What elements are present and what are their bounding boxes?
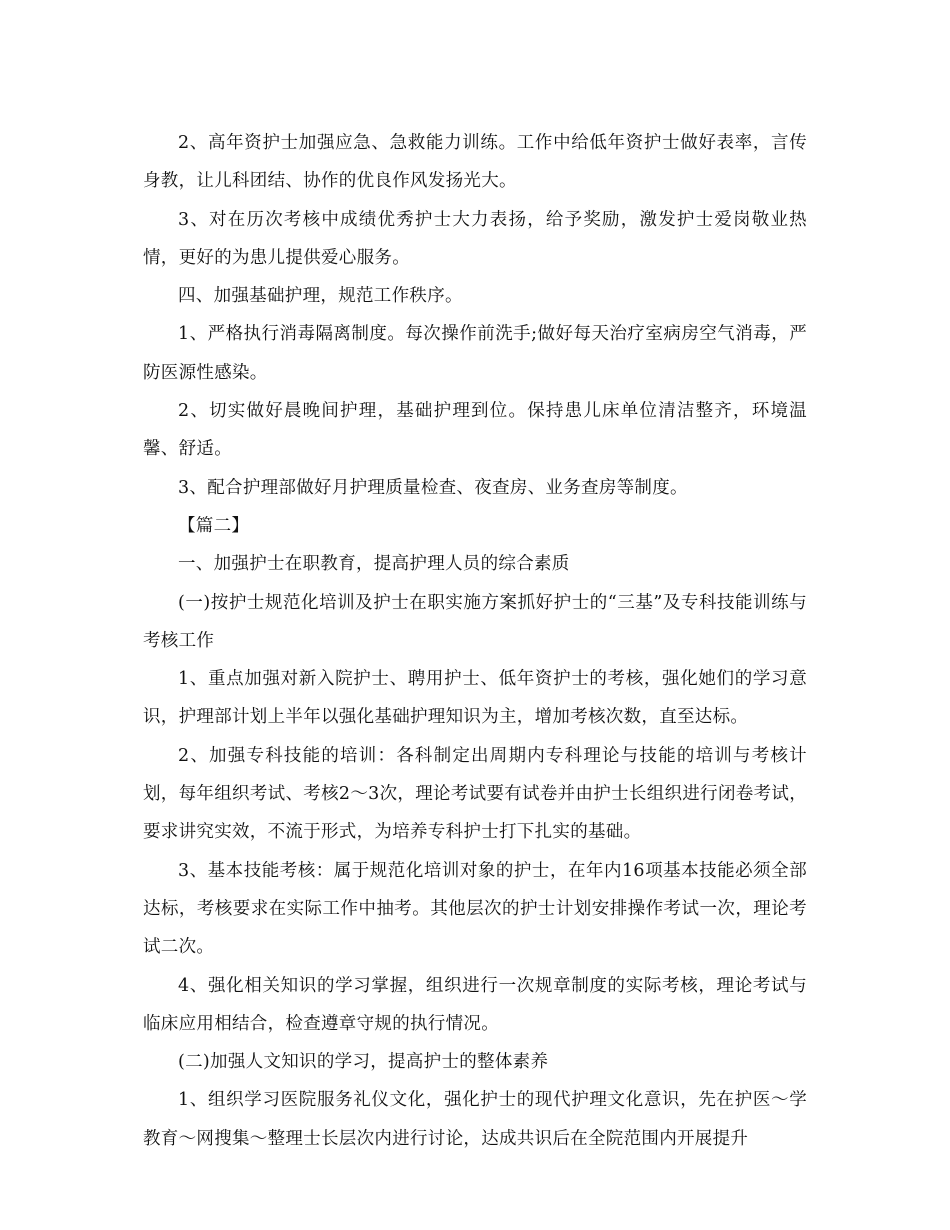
paragraph: 3、对在历次考核中成绩优秀护士大力表扬，给予奖励，激发护士爱岗敬业热情，更好的为患儿提供爱心服务。 xyxy=(143,209,807,268)
paragraph: 2、切实做好晨晚间护理，基础护理到位。保持患儿床单位清洁整齐，环境温馨、舒适。 xyxy=(143,401,807,460)
document-body xyxy=(143,124,807,1158)
paragraph: 4、强化相关知识的学习掌握，组织进行一次规章制度的实际考核，理论考试与临床应用相结合，检查遵章守规的执行情况。 xyxy=(143,975,807,1034)
part-heading: 【篇二】 xyxy=(178,515,250,536)
paragraph: 1、严格执行消毒隔离制度。每次操作前洗手;做好每天治疗室病房空气消毒，严防医源性感染。 xyxy=(143,324,807,383)
subsection-heading: (一)按护士规范化培训及护士在职实施方案抓好护士的“三基”及专科技能训练与考核工作 xyxy=(143,592,807,651)
paragraph: 2、高年资护士加强应急、急救能力训练。工作中给低年资护士做好表率，言传身教，让儿科团结、协作的优良作风发扬光大。 xyxy=(143,133,807,192)
paragraph: 1、组织学习医院服务礼仪文化，强化护士的现代护理文化意识，先在护医～学教育～网搜集～整理士长层次内进行讨论，达成共识后在全院范围内开展提升 xyxy=(143,1090,807,1149)
paragraph: 3、配合护理部做好月护理质量检查、夜查房、业务查房等制度。 xyxy=(178,477,688,498)
paragraph: 1、重点加强对新入院护士、聘用护士、低年资护士的考核，强化她们的学习意识，护理部计划上半年以强化基础护理知识为主，增加考核次数，直至达标。 xyxy=(143,669,807,728)
paragraph: 2、加强专科技能的培训：各科制定出周期内专科理论与技能的培训与考核计划，每年组织考试、考核2～3次，理论考试要有试卷并由护士长组织进行闭卷考试，要求讲究实效，不流于形式，为培养专科护士打下扎实的基础。 xyxy=(143,745,807,843)
section-heading: 四、加强基础护理，规范工作秩序。 xyxy=(178,286,463,307)
subsection-heading: (二)加强人文知识的学习，提高护士的整体素养 xyxy=(178,1052,549,1073)
paragraph: 3、基本技能考核：属于规范化培训对象的护士，在年内16项基本技能必须全部达标，考核要求在实际工作中抽考。其他层次的护士计划安排操作考试一次，理论考试二次。 xyxy=(143,860,807,958)
section-heading: 一、加强护士在职教育，提高护理人员的综合素质 xyxy=(178,554,570,575)
